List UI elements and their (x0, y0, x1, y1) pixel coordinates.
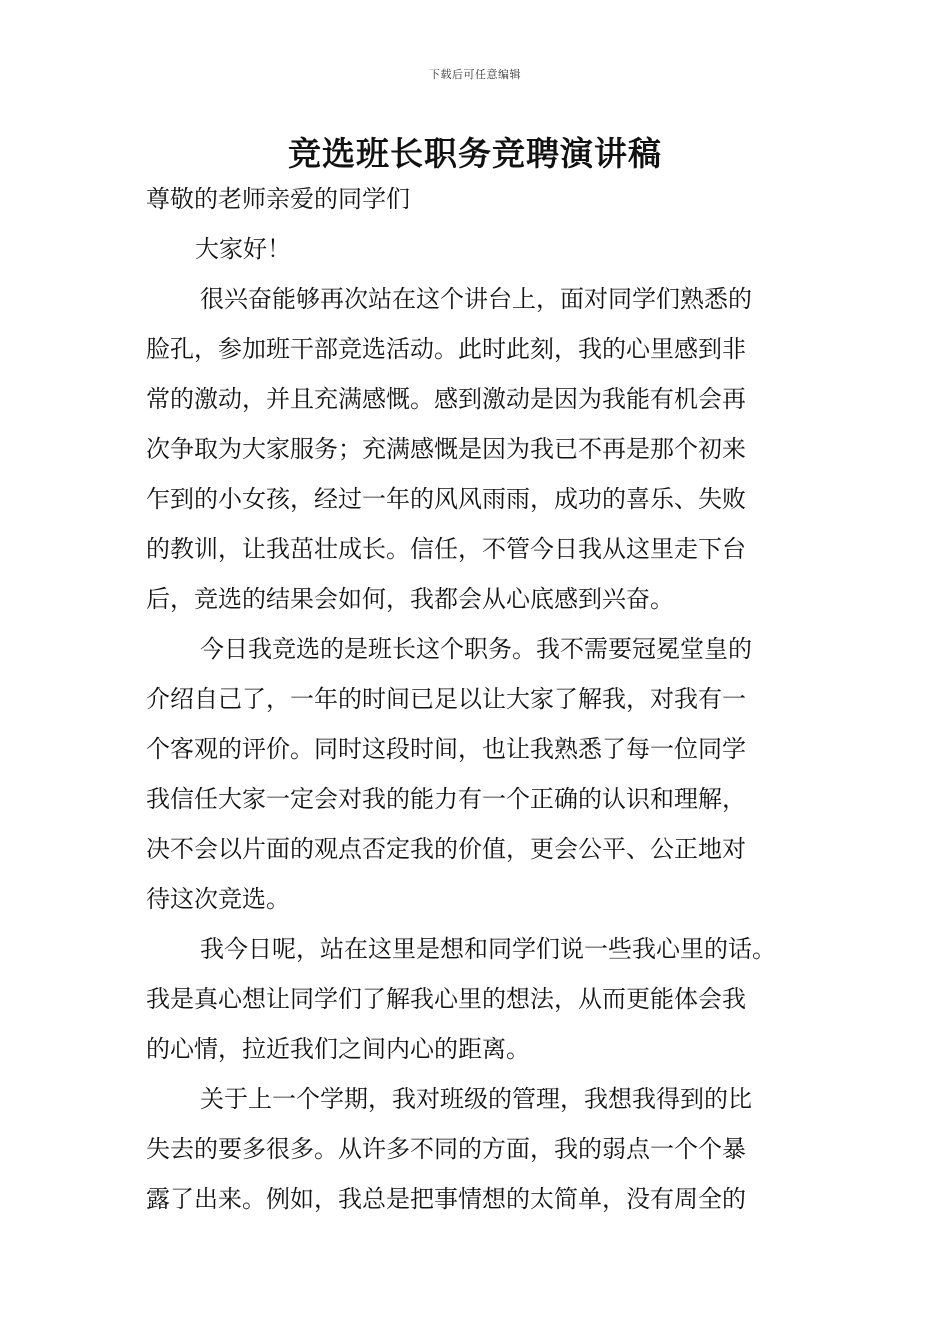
greeting: 大家好！ (195, 235, 291, 263)
paragraph-line: 的教训，让我茁壮成长。信任，不管今日我从这里走下台 (146, 535, 746, 563)
paragraph-line: 乍到的小女孩，经过一年的风风雨雨，成功的喜乐、失败 (146, 485, 746, 513)
header-note: 下载后可任意编辑 (429, 68, 521, 81)
paragraph-line: 我信任大家一定会对我的能力有一个正确的认识和理解， (146, 785, 746, 813)
paragraph-line: 的心情，拉近我们之间内心的距离。 (146, 1035, 530, 1063)
paragraph-line: 我今日呢，站在这里是想和同学们说一些我心里的话。 (200, 935, 776, 963)
paragraph-line: 待这次竞选。 (146, 885, 290, 913)
paragraph-line: 今日我竞选的是班长这个职务。我不需要冠冕堂皇的 (200, 635, 752, 663)
paragraph-line: 个客观的评价。同时这段时间，也让我熟悉了每一位同学 (146, 735, 746, 763)
salutation: 尊敬的老师亲爱的同学们 (146, 185, 410, 213)
paragraph-line: 介绍自己了，一年的时间已足以让大家了解我，对我有一 (146, 685, 746, 713)
paragraph-line: 常的激动，并且充满感慨。感到激动是因为我能有机会再 (146, 385, 746, 413)
document-title: 竞选班长职务竞聘演讲稿 (288, 134, 662, 173)
paragraph-line: 很兴奋能够再次站在这个讲台上，面对同学们熟悉的 (200, 285, 752, 313)
paragraph-line: 脸孔，参加班干部竞选活动。此时此刻，我的心里感到非 (146, 335, 746, 363)
paragraph-line: 后，竞选的结果会如何，我都会从心底感到兴奋。 (146, 585, 674, 613)
paragraph-line: 露了出来。例如，我总是把事情想的太简单，没有周全的 (146, 1185, 746, 1213)
paragraph-line: 我是真心想让同学们了解我心里的想法，从而更能体会我 (146, 985, 746, 1013)
paragraph-line: 决不会以片面的观点否定我的价值，更会公平、公正地对 (146, 835, 746, 863)
paragraph-line: 失去的要多很多。从许多不同的方面，我的弱点一个个暴 (146, 1135, 746, 1163)
paragraph-line: 关于上一个学期，我对班级的管理，我想我得到的比 (200, 1085, 752, 1113)
paragraph-line: 次争取为大家服务；充满感慨是因为我已不再是那个初来 (146, 435, 746, 463)
